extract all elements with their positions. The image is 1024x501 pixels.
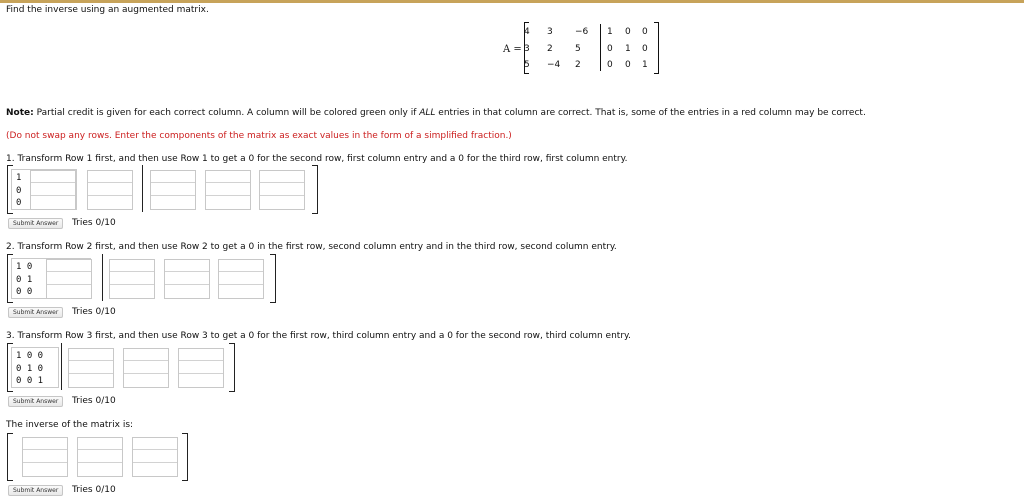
step-1-col-5 (205, 170, 251, 210)
inverse-r3c2-input[interactable] (78, 464, 122, 476)
step-3-given-columns (11, 347, 59, 388)
step-2-r1c3-input[interactable] (47, 260, 91, 272)
matrix-entry-2-2: 2 (547, 44, 553, 54)
step-1-submit-button[interactable]: Submit Answer (8, 218, 63, 229)
step-2-r3c3-input[interactable] (47, 286, 91, 298)
step-2-col-5 (164, 259, 210, 299)
step-3-col-4 (68, 348, 114, 388)
step-3-r2c5-input[interactable] (124, 362, 168, 374)
step-1-r1c4-input[interactable] (151, 171, 195, 183)
inverse-col-2 (77, 437, 123, 477)
step-3-r1c5-input[interactable] (124, 349, 168, 361)
identity-entry-1-3: 0 (642, 27, 648, 37)
matrix-label: A = (503, 44, 522, 55)
step-1-tries: Tries 0/10 (72, 218, 116, 228)
step-1-r2c3-input[interactable] (88, 184, 132, 196)
note-label: Note: (6, 108, 34, 118)
step-2-r3c5-input[interactable] (165, 286, 209, 298)
step-3-col-6 (178, 348, 224, 388)
step-2-r2c6-input[interactable] (219, 273, 263, 285)
step-3-r3c5-input[interactable] (124, 375, 168, 387)
inverse-r2c2-input[interactable] (78, 451, 122, 463)
instructions: (Do not swap any rows. Enter the components of the matrix as exact values in the form of a simplified fraction.) (6, 131, 512, 141)
given-row-1: 1 0 0 (16, 351, 44, 361)
step-1-r1c5-input[interactable] (206, 171, 250, 183)
step-3-r3c4-input[interactable] (69, 375, 113, 387)
step-1-col-6 (259, 170, 305, 210)
inverse-left-bracket (7, 433, 13, 481)
inverse-submit-button[interactable]: Submit Answer (8, 485, 63, 496)
inverse-r2c3-input[interactable] (133, 451, 177, 463)
inverse-r3c1-input[interactable] (23, 464, 67, 476)
step-2-text: 2. Transform Row 2 first, and then use Row 2 to get a 0 in the first row, second column entry and in the third row, second column entry. (6, 242, 617, 252)
inverse-r3c3-input[interactable] (133, 464, 177, 476)
inverse-right-bracket (182, 433, 188, 481)
matrix-entry-2-3: 5 (575, 44, 581, 54)
step-2-r2c5-input[interactable] (165, 273, 209, 285)
step-2-col-6 (218, 259, 264, 299)
matrix-entry-3-3: 2 (575, 60, 581, 70)
given-row-3: 0 0 1 (16, 376, 44, 386)
matrix-right-bracket (654, 22, 659, 74)
partial-credit-note (6, 109, 866, 118)
step-2-right-bracket (270, 254, 276, 303)
step-1-r3c2-input[interactable] (31, 197, 75, 209)
identity-entry-3-1: 0 (607, 60, 613, 70)
identity-entry-1-1: 1 (607, 27, 613, 37)
step-1-divider (142, 165, 143, 212)
step-1-col-2 (30, 170, 76, 210)
step-2-divider (102, 254, 103, 301)
step-3-r2c6-input[interactable] (179, 362, 223, 374)
step-1-r2c2-input[interactable] (31, 184, 75, 196)
inverse-r1c2-input[interactable] (78, 438, 122, 450)
matrix-entry-3-2: −4 (547, 60, 561, 70)
identity-entry-3-2: 0 (625, 60, 631, 70)
step-2-r1c4-input[interactable] (110, 260, 154, 272)
step-1-r2c5-input[interactable] (206, 184, 250, 196)
step-1-r3c5-input[interactable] (206, 197, 250, 209)
step-1-col-3 (87, 170, 133, 210)
matrix-entry-3-1: 5 (524, 60, 530, 70)
step-1-right-bracket (312, 165, 318, 214)
problem-prompt: Find the inverse using an augmented matrix. (6, 5, 209, 15)
step-2-col-4 (109, 259, 155, 299)
step-1-r2c6-input[interactable] (260, 184, 304, 196)
inverse-col-3 (132, 437, 178, 477)
inverse-r2c1-input[interactable] (23, 451, 67, 463)
given-row-1: 1 (16, 173, 22, 183)
step-3-col-5 (123, 348, 169, 388)
step-2-r1c6-input[interactable] (219, 260, 263, 272)
inverse-r1c1-input[interactable] (23, 438, 67, 450)
given-row-2: 0 1 0 (16, 364, 44, 374)
step-3-right-bracket (229, 343, 235, 392)
given-row-3: 0 (16, 198, 22, 208)
step-2-r2c4-input[interactable] (110, 273, 154, 285)
step-3-tries: Tries 0/10 (72, 396, 116, 406)
inverse-tries: Tries 0/10 (72, 485, 116, 495)
step-1-r3c3-input[interactable] (88, 197, 132, 209)
augment-divider (600, 24, 601, 71)
step-2-r2c3-input[interactable] (47, 273, 91, 285)
step-3-text: 3. Transform Row 3 first, and then use Row 3 to get a 0 for the first row, third column entry and a 0 for the second row, third column entry. (6, 331, 631, 341)
step-1-r1c2-input[interactable] (31, 171, 75, 183)
step-1-r1c6-input[interactable] (260, 171, 304, 183)
matrix-entry-2-1: 3 (524, 44, 530, 54)
step-3-r2c4-input[interactable] (69, 362, 113, 374)
given-row-2: 0 (16, 186, 22, 196)
note-emphasis: ALL (419, 108, 436, 118)
step-3-r3c6-input[interactable] (179, 375, 223, 387)
step-1-r1c3-input[interactable] (88, 171, 132, 183)
matrix-entry-1-1: 4 (524, 27, 530, 37)
inverse-label: The inverse of the matrix is: (6, 420, 134, 430)
step-3-r1c4-input[interactable] (69, 349, 113, 361)
given-row-2: 0 1 (16, 275, 33, 285)
inverse-r1c3-input[interactable] (133, 438, 177, 450)
step-1-text: 1. Transform Row 1 first, and then use Row 1 to get a 0 for the second row, first column entry and a 0 for the third row, first column entry. (6, 154, 628, 164)
step-1-r2c4-input[interactable] (151, 184, 195, 196)
step-3-divider (61, 343, 62, 390)
identity-entry-2-1: 0 (607, 44, 613, 54)
identity-entry-2-3: 0 (642, 44, 648, 54)
step-2-r3c4-input[interactable] (110, 286, 154, 298)
step-1-col-4 (150, 170, 196, 210)
step-2-r3c6-input[interactable] (219, 286, 263, 298)
step-3-submit-button[interactable]: Submit Answer (8, 396, 63, 407)
inverse-col-1 (22, 437, 68, 477)
given-row-3: 0 0 (16, 287, 33, 297)
step-2-submit-button[interactable]: Submit Answer (8, 307, 63, 318)
step-2-col-3 (46, 259, 92, 299)
identity-entry-1-2: 0 (625, 27, 631, 37)
step-2-r1c5-input[interactable] (165, 260, 209, 272)
step-3-r1c6-input[interactable] (179, 349, 223, 361)
matrix-entry-1-3: −6 (575, 27, 589, 37)
matrix-entry-1-2: 3 (547, 27, 553, 37)
step-2-tries: Tries 0/10 (72, 307, 116, 317)
step-1-r3c6-input[interactable] (260, 197, 304, 209)
top-accent-bar (0, 0, 1024, 3)
note-text-1: Partial credit is given for each correct column. A column will be colored green only if (33, 108, 420, 118)
given-row-1: 1 0 (16, 262, 33, 272)
step-1-r3c4-input[interactable] (151, 197, 195, 209)
identity-entry-2-2: 1 (625, 44, 631, 54)
identity-entry-3-3: 1 (642, 60, 648, 70)
note-text-2: entries in that column are correct. That is, some of the entries in a red column may be correct. (435, 108, 866, 118)
